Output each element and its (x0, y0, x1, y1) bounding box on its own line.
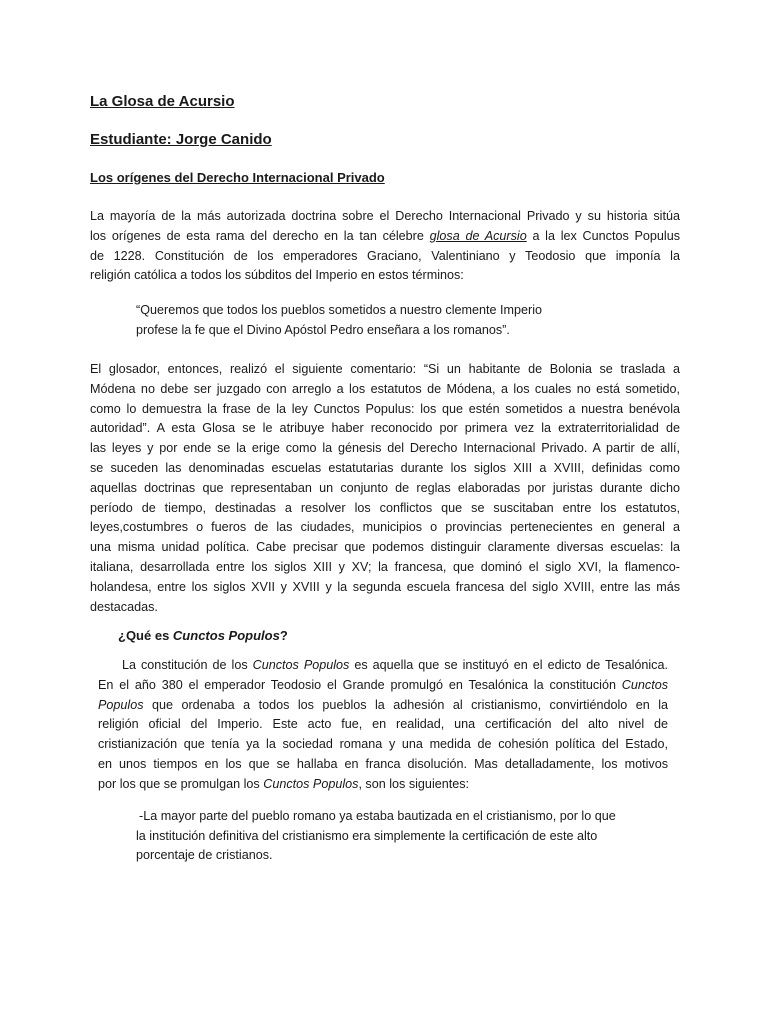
bullet-line: porcentaje de cristianos. (136, 848, 273, 862)
text-line (98, 775, 668, 795)
bullet-item (136, 807, 616, 866)
text-line: El glosador, entonces, realizó el siguiente comentario: “Si un habitante de Bolonia se traslada a (90, 362, 680, 376)
text-line: autoridad”. A esta Glosa se le atribuye haber reconocido por primera vez la extraterritorialidad de (90, 421, 680, 436)
text-segment: es aquella que se instituyó en el edicto de Tesalónica. (349, 658, 668, 672)
heading-term: Cunctos Populos (172, 628, 280, 643)
term: Populos (98, 697, 144, 712)
paragraph-origins (90, 207, 680, 286)
heading-segment: ¿Qué es (118, 628, 173, 643)
text-line: religión oficial del Imperio. Este acto fue, en realidad, una certificación del alto nivel de (98, 717, 668, 732)
text-line: en unos tiempos en los que se hallaba en franca disolución. Mas detalladamente, los motivos (98, 756, 668, 771)
text-line: leyes,costumbres o fueros de las ciudades, municipios o provincias pertenecientes en general a (90, 520, 680, 535)
text-line: Módena no debe ser juzgado con arreglo a los estatutos de Módena, a los cuales no está sometido, (90, 381, 680, 396)
text-segment: que ordenaba a todos los pueblos la adhesión al cristianismo, convirtiéndolo en la (143, 697, 668, 712)
text-line (90, 227, 680, 247)
text-line: de 1228. Constitución de los emperadores Graciano, Valentiniano y Teodosio que imponía la (90, 248, 680, 263)
document-title: La Glosa de Acursio (90, 93, 235, 110)
text-segment: La constitución de los (122, 658, 253, 672)
text-line (98, 656, 668, 676)
heading-segment: ? (279, 628, 288, 643)
term: Cunctos Populos (263, 776, 359, 791)
quote-line: profese la fe que el Divino Apóstol Pedro enseñara a los romanos”. (136, 322, 510, 337)
section-heading-origins: Los orígenes del Derecho Internacional Privado (90, 170, 385, 185)
text-line: aquellas doctrinas que representaban un conjunto de reglas elaboradas por juristas durante dicho (90, 480, 680, 495)
paragraph-glossator (90, 360, 680, 617)
text-line: una misma unidad política. Cabe precisar que podemos distinguir claramente diversas escuelas: la (90, 540, 680, 555)
text-segment: , son los siguientes: (358, 776, 470, 791)
text-line (98, 696, 668, 716)
text-line: holandesa, entre los siglos XVII y XVIII y la segunda escuela francesa del siglo XVIII, entre las más (90, 579, 680, 594)
quote-line: “Queremos que todos los pueblos sometidos a nuestro clemente Imperio (136, 303, 543, 317)
text-segment: En el año 380 el emperador Teodosio el Grande promulgó en Tesalónica la constitución (98, 677, 622, 692)
text-line: las leyes y por ende se la erige como la génesis del Derecho Internacional Privado. A partir de allí, (90, 441, 680, 456)
text-line: se suceden las denominadas escuelas estatutarias durante los siglos XIII a XVIII, definidas como (90, 460, 680, 475)
text-segment: los orígenes de esta rama del derecho en la tan célebre (90, 228, 430, 243)
bullet-line: -La mayor parte del pueblo romano ya estaba bautizada en el cristianismo, por lo que (139, 809, 616, 823)
text-segment: a la lex Cunctos Populus (526, 228, 680, 243)
term: Cunctos (621, 677, 668, 692)
term: Cunctos Populos (252, 658, 350, 672)
text-line: cristianización que tenía ya la sociedad romana y una medida de cohesión política del Estado, (98, 737, 668, 752)
text-line: destacadas. (90, 599, 158, 614)
bullet-line: la institución definitiva del cristianismo era simplemente la certificación de este alto (136, 828, 598, 843)
glosa-reference: glosa de Acursio (429, 228, 527, 243)
text-line: religión católica a todos los súbditos del Imperio en estos términos: (90, 268, 464, 283)
text-line: como lo demuestra la frase de la ley Cunctos Populus: los que estén sometidos a nuestra benévola (90, 401, 680, 416)
paragraph-cunctos (98, 656, 668, 795)
text-line: La mayoría de la más autorizada doctrina sobre el Derecho Internacional Privado y su historia sitúa (90, 209, 680, 223)
text-line: italiana, desarrollada entre los siglos XIII y XV; la francesa, que dominó el siglo XVI, la flamenco- (90, 559, 680, 574)
text-line (98, 676, 668, 696)
edict-quote (136, 301, 542, 340)
text-line: período de tiempo, destinadas a resolver los conflictos que se suscitaban entre los estatutos, (90, 500, 680, 515)
section-heading-cunctos (118, 628, 288, 643)
student-name: Estudiante: Jorge Canido (90, 131, 272, 148)
text-segment: por los que se promulgan los (98, 776, 264, 791)
